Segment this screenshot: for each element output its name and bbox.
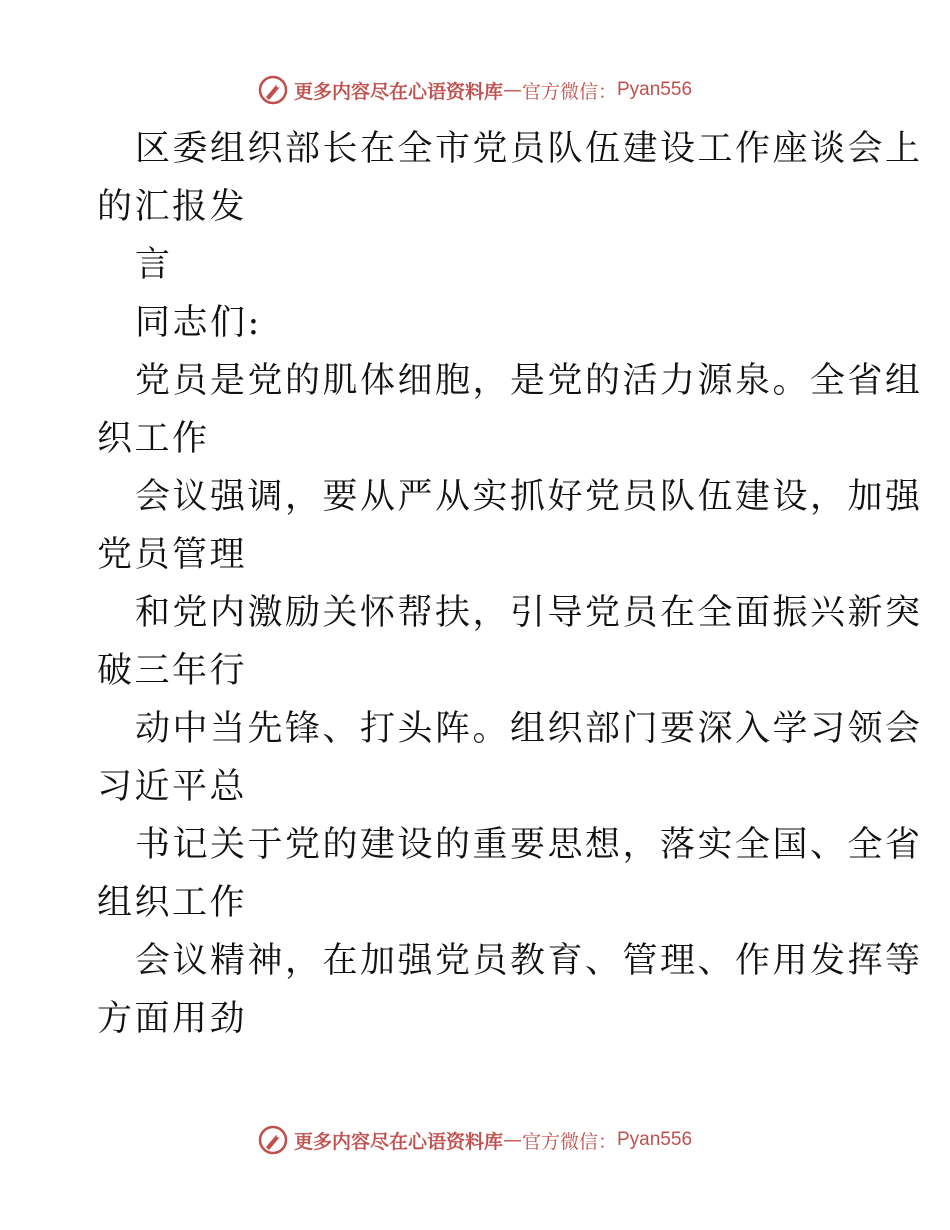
doc-line: 习近平总 [97,767,248,807]
doc-line: 的汇报发 [97,187,248,227]
doc-line: 区委组织部长在全市党员队伍建设工作座谈会上 [135,129,923,169]
doc-line: 书记关于党的建设的重要思想，落实全国、全省 [135,825,923,865]
watermark-main-text: 更多内容尽在心语资料库 [293,1130,503,1153]
watermark-separator: — [502,79,522,101]
pen-nib-logo-icon [258,1125,288,1155]
watermark-separator: — [502,1129,522,1151]
doc-line: 同志们: [135,303,262,343]
doc-line: 组织工作 [97,883,248,923]
doc-line: 方面用劲 [97,999,248,1039]
doc-line: 党员是党的肌体细胞，是党的活力源泉。全省组 [135,361,923,401]
doc-line: 织工作 [97,419,210,459]
doc-line: 会议精神，在加强党员教育、管理、作用发挥等 [135,941,923,981]
watermark-wechat-label: 官方微信： [521,80,617,103]
doc-line: 会议强调，要从严从实抓好党员队伍建设，加强 [135,477,923,517]
doc-line: 和党内激励关怀帮扶，引导党员在全面振兴新突 [135,593,923,633]
watermark-wechat-label: 官方微信： [521,1130,617,1153]
watermark-wechat-id: Pyan556 [617,1129,693,1150]
doc-line: 动中当先锋、打头阵。组织部门要深入学习领会 [135,709,923,749]
watermark-wechat-id: Pyan556 [617,79,693,100]
doc-line: 言 [135,245,173,285]
doc-line: 破三年行 [97,651,248,691]
pen-nib-logo-icon [258,75,288,105]
doc-line: 党员管理 [97,535,248,575]
footer-watermark [0,1120,950,1160]
header-watermark [0,70,950,110]
document-body [97,120,923,1048]
watermark-main-text: 更多内容尽在心语资料库 [293,80,503,103]
